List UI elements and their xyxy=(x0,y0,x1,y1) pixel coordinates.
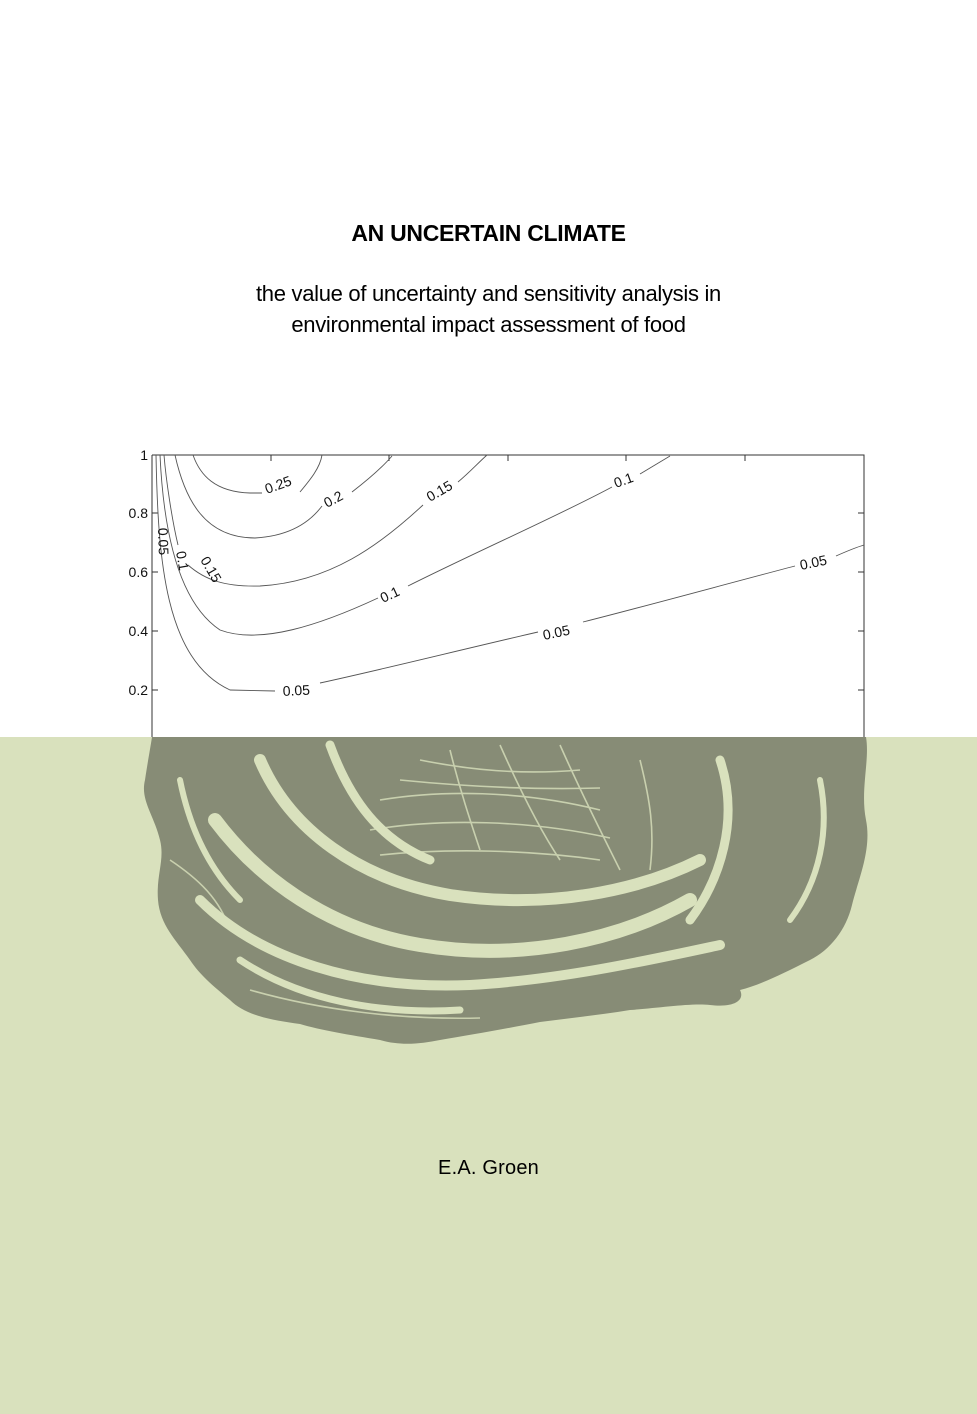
contour-label: 0.25 xyxy=(262,472,294,497)
subtitle-line-2: environmental impact assessment of food xyxy=(291,312,686,337)
author-name: E.A. Groen xyxy=(438,1157,539,1179)
y-tick-label: 0.2 xyxy=(128,682,148,698)
contour-label: 0.05 xyxy=(541,621,572,643)
contour-label: 0.1 xyxy=(611,469,636,491)
contour-label: 0.15 xyxy=(197,553,225,586)
contour-label: 0.1 xyxy=(377,582,402,606)
contour-label: 0.1 xyxy=(173,549,193,572)
y-tick-label: 1 xyxy=(140,447,148,463)
contour-label: 0.15 xyxy=(423,477,456,505)
subtitle-line-1: the value of uncertainty and sensitivity analysis in xyxy=(256,281,721,306)
contour-label: 0.05 xyxy=(282,681,311,699)
y-tick-label: 0.8 xyxy=(128,505,148,521)
y-tick-label: 0.4 xyxy=(128,623,148,639)
contour-label: 0.2 xyxy=(320,487,346,511)
contour-label: 0.05 xyxy=(798,551,829,573)
cabbage-engraving-icon xyxy=(144,737,868,1044)
chart-plot-area xyxy=(152,455,864,737)
book-title: AN UNCERTAIN CLIMATE xyxy=(351,220,626,246)
contour-chart xyxy=(129,447,864,737)
y-tick-label: 0.6 xyxy=(128,564,148,580)
y-tick-labels xyxy=(129,447,149,698)
contour-label: 0.05 xyxy=(155,527,172,556)
